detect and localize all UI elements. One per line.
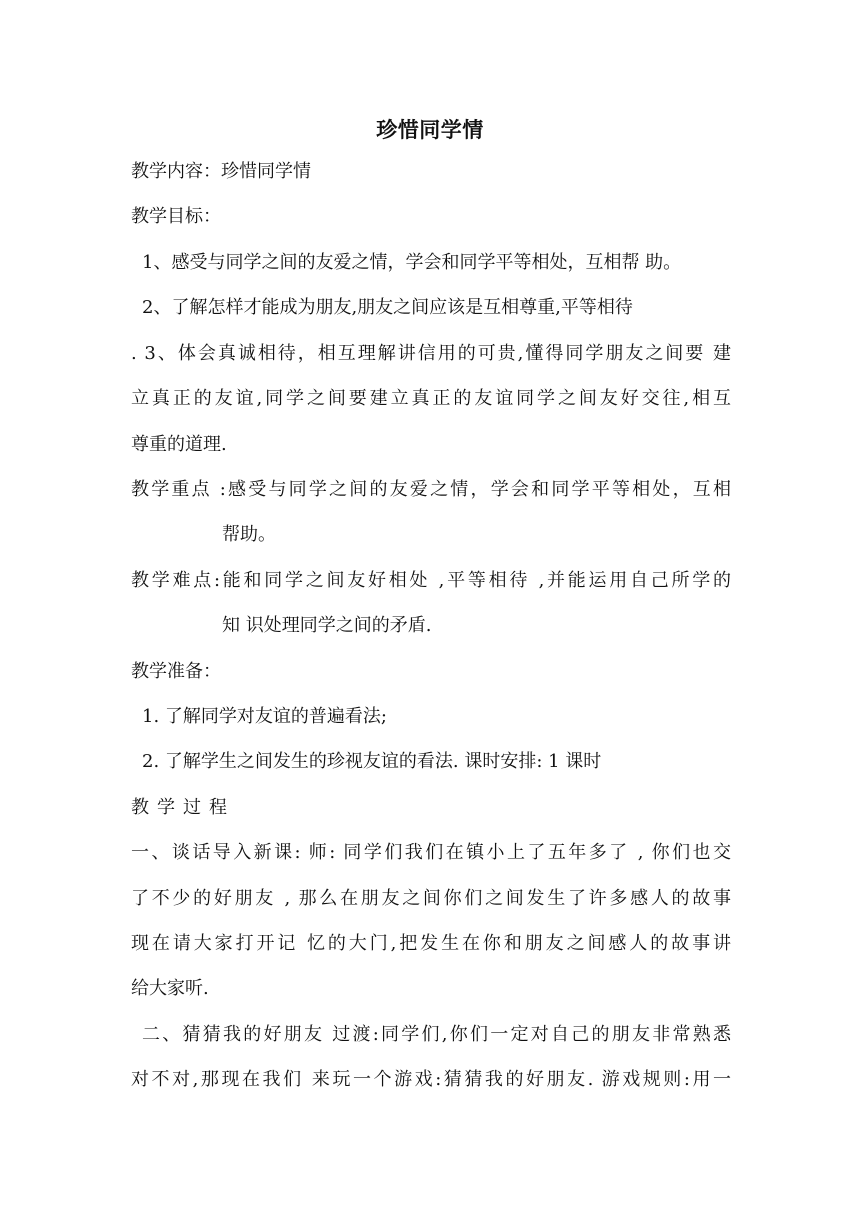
key-point-line-1: 教学重点 :感受与同学之间的友爱之情，学会和同学平等相处，互相 [131, 479, 731, 500]
goal-3-line-1: . 3、体会真诚相待，相互理解讲信用的可贵,懂得同学朋友之间要 建 [131, 343, 731, 364]
goals-heading: 教学目标： [131, 206, 221, 227]
part-2-line-1: 二、猜猜我的好朋友 过渡:同学们,你们一定对自己的朋友非常熟悉 [142, 1024, 731, 1045]
goal-2-line: 2、了解怎样才能成为朋友,朋友之间应该是互相尊重,平等相待 [142, 297, 633, 318]
page-title: 珍惜同学情 [376, 118, 484, 142]
teaching-content-line: 教学内容：珍惜同学情 [131, 161, 311, 182]
part-2-line-2: 对不对,那现在我们 来玩一个游戏:猜猜我的好朋友. 游戏规则:用一 [131, 1069, 731, 1090]
difficulty-line-2: 知 识处理同学之间的矛盾. [222, 615, 432, 636]
goal-1-line: 1、感受与同学之间的友爱之情，学会和同学平等相处，互相帮 助。 [142, 252, 682, 273]
difficulty-line-1: 教学难点:能和同学之间友好相处 ,平等相待 ,并能运用自己所学的 [131, 570, 731, 591]
goal-3-line-3: 尊重的道理. [131, 434, 227, 455]
goal-3-line-2: 立真正的友谊,同学之间要建立真正的友谊同学之间友好交往,相互 [131, 388, 731, 409]
preparation-item-2: 2. 了解学生之间发生的珍视友谊的看法. 课时安排: 1 课时 [142, 751, 602, 772]
preparation-item-1: 1. 了解同学对友谊的普遍看法; [142, 706, 387, 727]
key-point-line-2: 帮助。 [222, 524, 276, 545]
preparation-heading: 教学准备： [131, 661, 221, 682]
process-heading: 教学过程 [131, 797, 235, 818]
part-1-line-2: 了不少的好朋友 , 那么在朋友之间你们之间发生了许多感人的故事 [131, 888, 731, 909]
part-1-line-4: 给大家听. [131, 978, 209, 999]
part-1-line-1: 一、谈话导入新课: 师: 同学们我们在镇小上了五年多了 , 你们也交 [131, 842, 731, 863]
part-1-line-3: 现在请大家打开记 忆的大门,把发生在你和朋友之间感人的故事讲 [131, 933, 731, 954]
